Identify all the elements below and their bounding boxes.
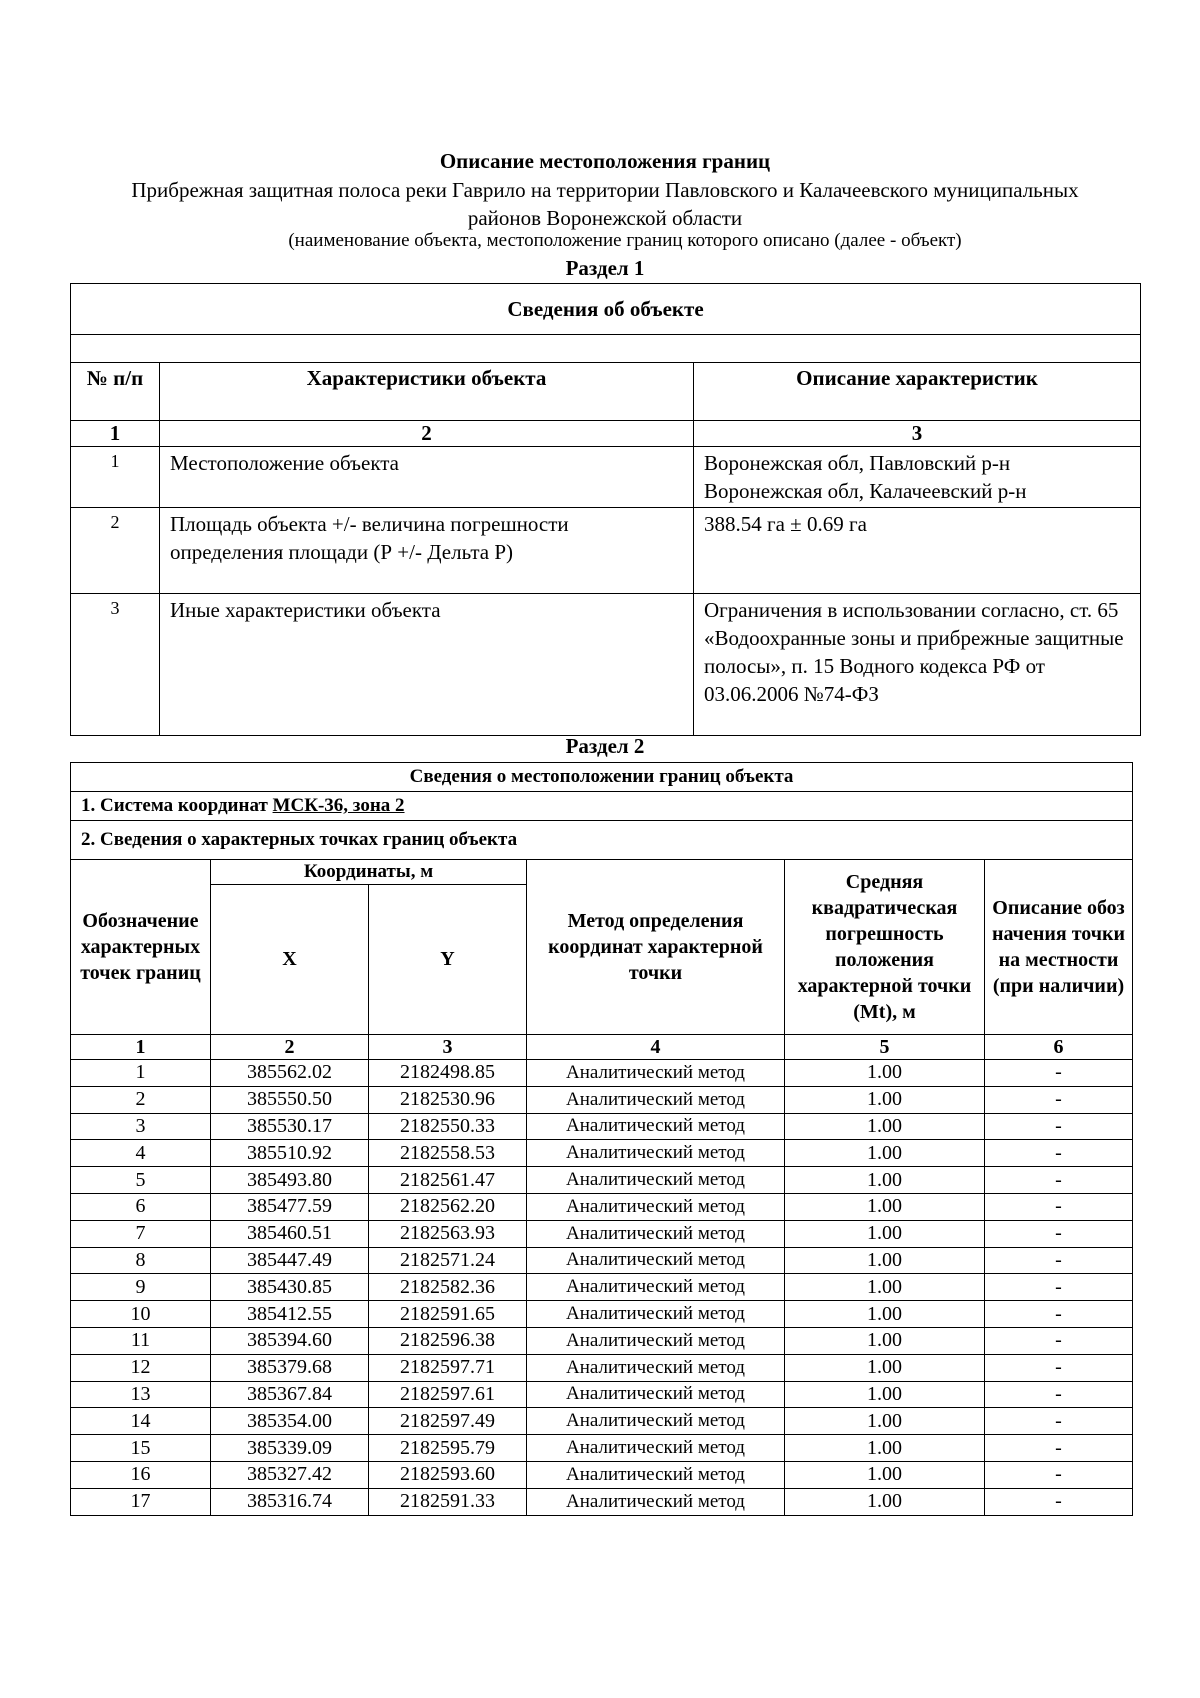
point-method: Аналитический метод <box>527 1435 785 1462</box>
point-x: 385339.09 <box>211 1435 369 1462</box>
row-number: 1 <box>71 447 160 508</box>
point-accuracy: 1.00 <box>785 1086 985 1113</box>
coordinate-system <box>71 792 1133 821</box>
table-row <box>71 1408 1133 1435</box>
point-number: 15 <box>71 1435 211 1462</box>
point-y: 2182591.33 <box>369 1488 527 1515</box>
row-number: 3 <box>71 594 160 736</box>
table-row <box>71 1354 1133 1381</box>
table-row <box>71 1220 1133 1247</box>
point-method: Аналитический метод <box>527 1274 785 1301</box>
point-number: 4 <box>71 1140 211 1167</box>
header-number: № п/п <box>71 363 160 421</box>
point-description: - <box>985 1408 1133 1435</box>
point-description: - <box>985 1220 1133 1247</box>
point-method: Аналитический метод <box>527 1060 785 1087</box>
column-number: 4 <box>527 1035 785 1060</box>
table-row <box>71 1247 1133 1274</box>
point-y: 2182597.61 <box>369 1381 527 1408</box>
header-x: X <box>211 885 369 1035</box>
point-description: - <box>985 1086 1133 1113</box>
point-y: 2182596.38 <box>369 1327 527 1354</box>
column-number: 3 <box>694 421 1141 447</box>
table-row <box>71 1488 1133 1515</box>
document-subtitle: Прибрежная защитная полоса реки Гаврило на территории Павловского и Калачеевского муниципальных районов Воронежской области <box>131 178 1079 230</box>
point-method: Аналитический метод <box>527 1247 785 1274</box>
header-accuracy: Средняя квадратическая погрешность положения характерной точки (Mt), м <box>785 860 985 1035</box>
header-designation: Обозначение характерных точек границ <box>71 860 211 1035</box>
point-x: 385394.60 <box>211 1327 369 1354</box>
point-y: 2182550.33 <box>369 1113 527 1140</box>
point-x: 385379.68 <box>211 1354 369 1381</box>
point-description: - <box>985 1113 1133 1140</box>
column-number: 2 <box>211 1035 369 1060</box>
point-x: 385530.17 <box>211 1113 369 1140</box>
point-description: - <box>985 1488 1133 1515</box>
description-area: 388.54 га ± 0.69 га <box>694 508 1141 594</box>
point-method: Аналитический метод <box>527 1381 785 1408</box>
table-row <box>71 1086 1133 1113</box>
header-point-description: Описание обозначения точки на местности (при наличии) <box>985 860 1133 1035</box>
characteristic-area: Площадь объекта +/- величина погрешности определения площади (Р +/- Дельта Р) <box>160 508 694 594</box>
point-accuracy: 1.00 <box>785 1381 985 1408</box>
point-number: 3 <box>71 1113 211 1140</box>
column-number: 5 <box>785 1035 985 1060</box>
point-x: 385430.85 <box>211 1274 369 1301</box>
point-description: - <box>985 1327 1133 1354</box>
description-other: Ограничения в использовании согласно, ст. 65 «Водоохранные зоны и прибрежные защитные полосы», п. 15 Водного кодекса РФ от 03.06.2006 №74-ФЗ <box>694 594 1141 736</box>
section1-title: Сведения об объекте <box>71 284 1141 335</box>
point-accuracy: 1.00 <box>785 1113 985 1140</box>
point-method: Аналитический метод <box>527 1461 785 1488</box>
point-description: - <box>985 1247 1133 1274</box>
point-accuracy: 1.00 <box>785 1220 985 1247</box>
point-x: 385562.02 <box>211 1060 369 1087</box>
point-y: 2182597.49 <box>369 1408 527 1435</box>
point-y: 2182593.60 <box>369 1461 527 1488</box>
document-caption: (наименование объекта, местоположение границ которого описано (далее - объект) <box>288 230 962 251</box>
blank-row <box>71 335 1141 363</box>
point-x: 385447.49 <box>211 1247 369 1274</box>
point-x: 385493.80 <box>211 1167 369 1194</box>
point-y: 2182498.85 <box>369 1060 527 1087</box>
point-description: - <box>985 1354 1133 1381</box>
point-method: Аналитический метод <box>527 1408 785 1435</box>
point-method: Аналитический метод <box>527 1488 785 1515</box>
object-info-table <box>70 283 1141 736</box>
point-description: - <box>985 1060 1133 1087</box>
point-number: 17 <box>71 1488 211 1515</box>
column-number: 6 <box>985 1035 1133 1060</box>
point-accuracy: 1.00 <box>785 1327 985 1354</box>
point-y: 2182571.24 <box>369 1247 527 1274</box>
point-method: Аналитический метод <box>527 1193 785 1220</box>
section2-title: Сведения о местоположении границ объекта <box>71 763 1133 792</box>
point-description: - <box>985 1167 1133 1194</box>
point-number: 14 <box>71 1408 211 1435</box>
point-number: 13 <box>71 1381 211 1408</box>
points-body <box>71 1060 1133 1516</box>
table-row <box>71 1327 1133 1354</box>
point-y: 2182561.47 <box>369 1167 527 1194</box>
coordinate-system-prefix: 1. Система координат <box>81 795 273 816</box>
point-accuracy: 1.00 <box>785 1488 985 1515</box>
point-method: Аналитический метод <box>527 1327 785 1354</box>
point-x: 385550.50 <box>211 1086 369 1113</box>
point-number: 9 <box>71 1274 211 1301</box>
row-number: 2 <box>71 508 160 594</box>
point-accuracy: 1.00 <box>785 1060 985 1087</box>
section1-label: Раздел 1 <box>565 256 645 280</box>
point-accuracy: 1.00 <box>785 1140 985 1167</box>
point-x: 385367.84 <box>211 1381 369 1408</box>
point-accuracy: 1.00 <box>785 1247 985 1274</box>
table-row <box>71 1381 1133 1408</box>
point-method: Аналитический метод <box>527 1167 785 1194</box>
table-row <box>71 1140 1133 1167</box>
point-method: Аналитический метод <box>527 1113 785 1140</box>
point-x: 385316.74 <box>211 1488 369 1515</box>
table-row <box>71 1193 1133 1220</box>
table-row <box>71 1461 1133 1488</box>
point-accuracy: 1.00 <box>785 1435 985 1462</box>
point-x: 385460.51 <box>211 1220 369 1247</box>
point-y: 2182591.65 <box>369 1301 527 1328</box>
description-location: Воронежская обл, Павловский р-н Воронежская обл, Калачеевский р-н <box>694 447 1141 508</box>
point-description: - <box>985 1461 1133 1488</box>
point-x: 385412.55 <box>211 1301 369 1328</box>
point-method: Аналитический метод <box>527 1354 785 1381</box>
point-description: - <box>985 1381 1133 1408</box>
point-accuracy: 1.00 <box>785 1167 985 1194</box>
point-method: Аналитический метод <box>527 1140 785 1167</box>
point-method: Аналитический метод <box>527 1220 785 1247</box>
point-description: - <box>985 1274 1133 1301</box>
point-method: Аналитический метод <box>527 1086 785 1113</box>
point-number: 16 <box>71 1461 211 1488</box>
point-description: - <box>985 1301 1133 1328</box>
point-number: 12 <box>71 1354 211 1381</box>
point-y: 2182582.36 <box>369 1274 527 1301</box>
characteristic-location: Местоположение объекта <box>160 447 694 508</box>
column-number: 1 <box>71 1035 211 1060</box>
point-number: 1 <box>71 1060 211 1087</box>
header-description: Описание характеристик <box>694 363 1141 421</box>
point-number: 8 <box>71 1247 211 1274</box>
table-row <box>71 1274 1133 1301</box>
point-accuracy: 1.00 <box>785 1301 985 1328</box>
point-accuracy: 1.00 <box>785 1408 985 1435</box>
point-y: 2182595.79 <box>369 1435 527 1462</box>
point-x: 385354.00 <box>211 1408 369 1435</box>
point-y: 2182530.96 <box>369 1086 527 1113</box>
characteristic-other: Иные характеристики объекта <box>160 594 694 736</box>
point-number: 10 <box>71 1301 211 1328</box>
point-x: 385477.59 <box>211 1193 369 1220</box>
column-number: 1 <box>71 421 160 447</box>
header-coordinates: Координаты, м <box>211 860 527 885</box>
point-x: 385510.92 <box>211 1140 369 1167</box>
header-characteristic: Характеристики объекта <box>160 363 694 421</box>
header-method: Метод определения координат характерной точки <box>527 860 785 1035</box>
point-number: 7 <box>71 1220 211 1247</box>
table-row <box>71 1167 1133 1194</box>
point-number: 11 <box>71 1327 211 1354</box>
point-number: 2 <box>71 1086 211 1113</box>
point-y: 2182563.93 <box>369 1220 527 1247</box>
column-number: 2 <box>160 421 694 447</box>
point-y: 2182558.53 <box>369 1140 527 1167</box>
coordinate-system-name: МСК-36, зона 2 <box>272 795 405 816</box>
points-title: 2. Сведения о характерных точках границ объекта <box>71 821 1133 860</box>
column-number: 3 <box>369 1035 527 1060</box>
point-description: - <box>985 1193 1133 1220</box>
point-accuracy: 1.00 <box>785 1354 985 1381</box>
point-accuracy: 1.00 <box>785 1461 985 1488</box>
boundary-points-table <box>70 762 1133 1516</box>
table-row <box>71 1113 1133 1140</box>
point-y: 2182562.20 <box>369 1193 527 1220</box>
table-row <box>71 1060 1133 1087</box>
header-y: Y <box>369 885 527 1035</box>
point-method: Аналитический метод <box>527 1301 785 1328</box>
point-number: 6 <box>71 1193 211 1220</box>
table-row <box>71 1435 1133 1462</box>
point-x: 385327.42 <box>211 1461 369 1488</box>
point-description: - <box>985 1140 1133 1167</box>
section2-label: Раздел 2 <box>565 734 645 758</box>
document-title: Описание местоположения границ <box>439 149 771 173</box>
point-y: 2182597.71 <box>369 1354 527 1381</box>
point-description: - <box>985 1435 1133 1462</box>
point-number: 5 <box>71 1167 211 1194</box>
point-accuracy: 1.00 <box>785 1274 985 1301</box>
point-accuracy: 1.00 <box>785 1193 985 1220</box>
table-row <box>71 1301 1133 1328</box>
